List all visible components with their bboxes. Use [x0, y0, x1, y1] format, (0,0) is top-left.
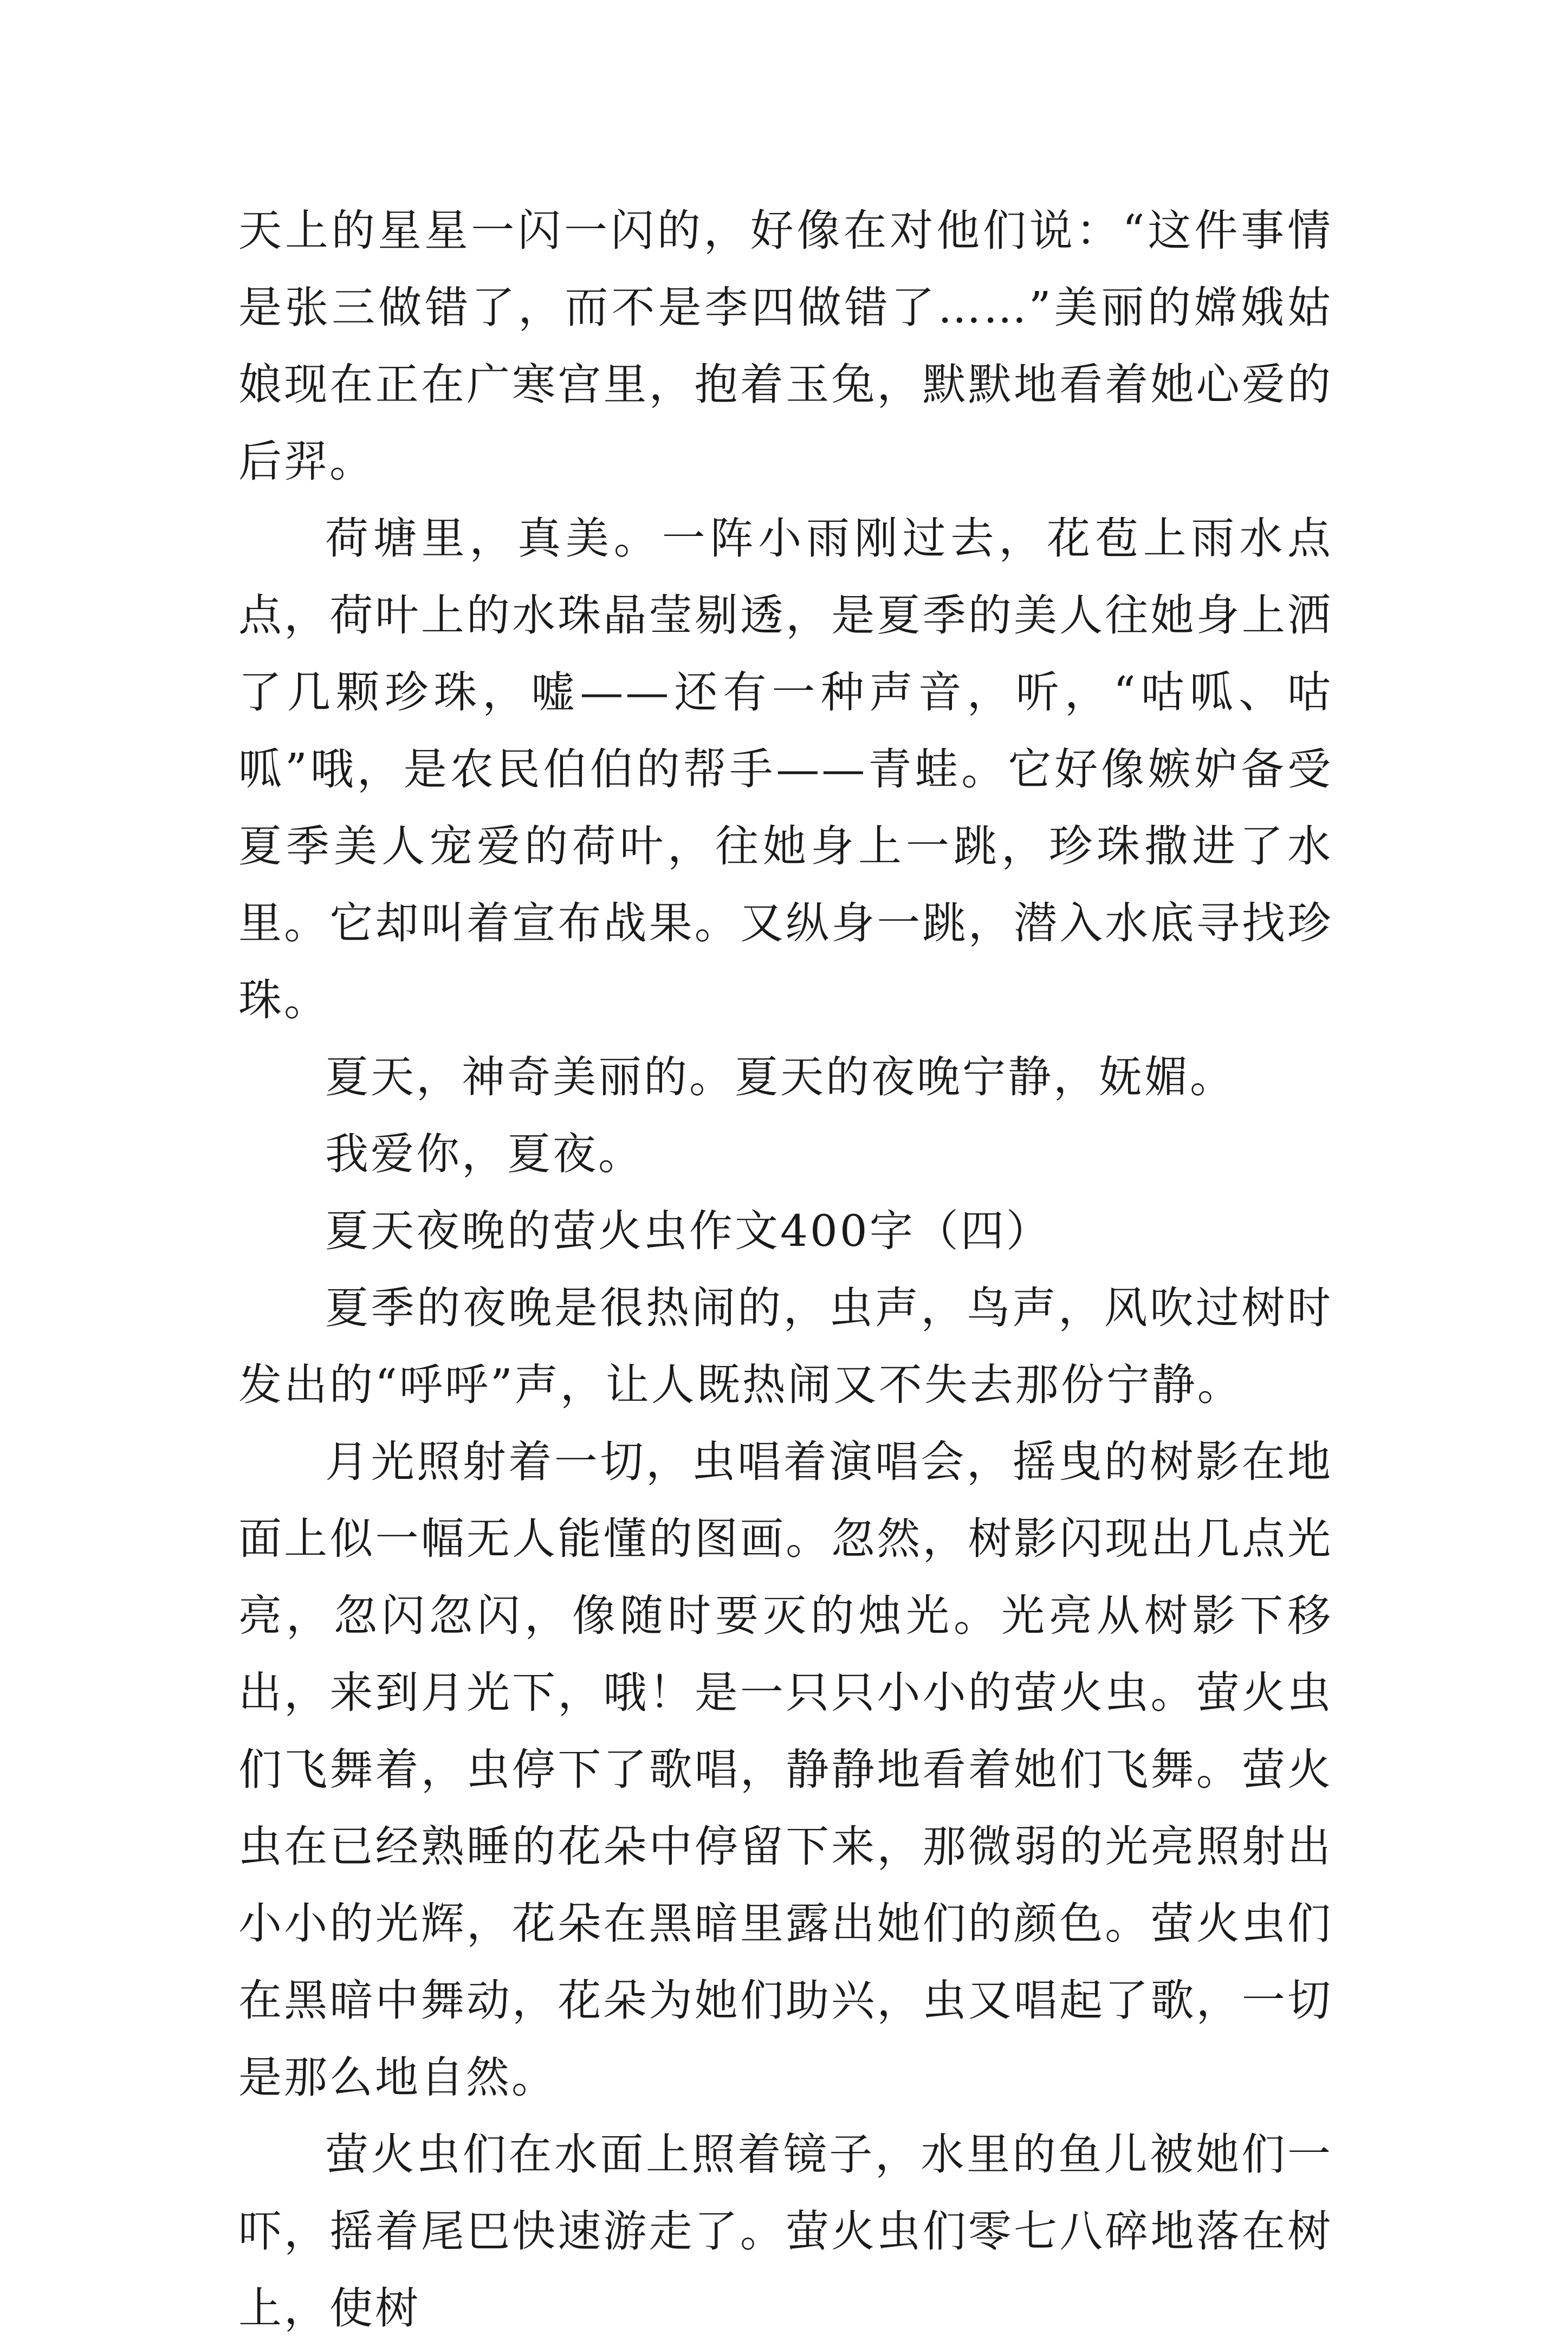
paragraph: 天上的星星一闪一闪的，好像在对他们说：“这件事情是张三做错了，而不是李四做错了……”美丽的嫦娥姑娘现在正在广寒宫里，抱着玉兔，默默地看着她心爱的后羿。 — [238, 205, 1333, 487]
article-body — [238, 192, 1333, 2347]
paragraph: 我爱你，夏夜。 — [325, 1129, 644, 1179]
paragraph: 夏季的夜晚是很热闹的，虫声，鸟声，风吹过树时发出的“呼呼”声，让人既热闹又不失去那份宁静。 — [238, 1283, 1333, 1410]
paragraph: 荷塘里，真美。一阵小雨刚过去，花苞上雨水点点，荷叶上的水珠晶莹剔透，是夏季的美人往她身上洒了几颗珍珠，嘘——还有一种声音，听，“咕呱、咕呱”哦，是农民伯伯的帮手——青蛙。它好像嫉妒备受夏季美人宠爱的荷叶，往她身上一跳，珍珠撒进了水里。它却叫着宣布战果。又纵身一跳，潜入水底寻找珍珠。 — [238, 513, 1333, 1025]
section-heading: 夏天夜晚的萤火虫作文400字（四） — [325, 1206, 1052, 1256]
paragraph: 夏天，神奇美丽的。夏天的夜晚宁静，妩媚。 — [325, 1052, 1235, 1102]
paragraph: 月光照射着一切，虫唱着演唱会，摇曳的树影在地面上似一幅无人能懂的图画。忽然，树影闪现出几点光亮，忽闪忽闪，像随时要灭的烛光。光亮从树影下移出，来到月光下，哦！是一只只小小的萤火虫。萤火虫们飞舞着，虫停下了歌唱，静静地看着她们飞舞。萤火虫在已经熟睡的花朵中停留下来，那微弱的光亮照射出小小的光辉，花朵在黑暗里露出她们的颜色。萤火虫们在黑暗中舞动，花朵为她们助兴，虫又唱起了歌，一切是那么地自然。 — [238, 1437, 1333, 2103]
paragraph: 萤火虫们在水面上照着镜子，水里的鱼儿被她们一吓，摇着尾巴快速游走了。萤火虫们零七八碎地落在树上，使树 — [238, 2129, 1333, 2333]
